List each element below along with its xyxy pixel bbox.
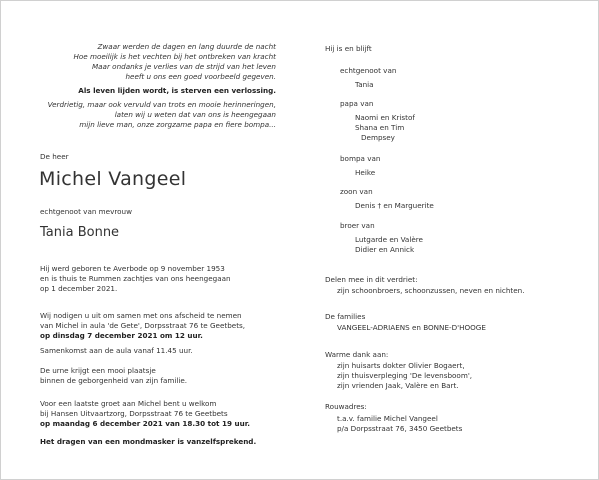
delen-text: zijn schoonbroers, schoonzussen, neven en nichten. <box>337 286 525 295</box>
families-text: VANGEEL-ADRIAENS en BONNE-D'HOOGE <box>337 323 486 332</box>
families-label: De families <box>325 312 366 321</box>
invitation <box>40 311 245 341</box>
delen-label: Delen mee in dit verdriet: <box>325 275 418 284</box>
papa-names <box>355 113 415 143</box>
text-line: Hij werd geboren te Averbode op 9 november 1953 <box>40 264 225 273</box>
birth-info <box>40 264 231 294</box>
poem-stanza-1 <box>73 42 276 82</box>
echtgenoot-names <box>355 80 374 90</box>
relative-name: Denis † en Marguerite <box>355 201 434 210</box>
echtgenoot-van-label: echtgenoot van <box>340 66 397 75</box>
text-line: t.a.v. familie Michel Vangeel <box>337 414 438 423</box>
relative-name: Shana en Tim <box>355 123 405 132</box>
poem-line: Hoe moeilijk is het vechten bij het ontbreken van kracht <box>73 52 276 61</box>
warme-dank-label: Warme dank aan: <box>325 350 389 359</box>
de-heer: De heer <box>40 152 69 161</box>
hij-is-en-blijft: Hij is en blijft <box>325 44 372 53</box>
deceased-name: Michel Vangeel <box>39 168 187 190</box>
relative-name: Dempsey <box>361 133 395 142</box>
bompa-van-label: bompa van <box>340 154 381 163</box>
text-line: zijn vrienden Jaak, Valère en Bart. <box>337 381 459 390</box>
text-line: p/a Dorpsstraat 76, 3450 Geetbets <box>337 424 463 433</box>
gathering-info: Samenkomst aan de aula vanaf 11.45 uur. <box>40 346 193 355</box>
papa-van-label: papa van <box>340 99 374 108</box>
relative-name: Tania <box>355 80 374 89</box>
visitation-info <box>40 399 250 429</box>
echtgenoot-label: echtgenoot van mevrouw <box>40 207 132 216</box>
poem-stanza-2 <box>48 100 276 130</box>
urn-info <box>40 366 187 386</box>
text-line: De urne krijgt een mooi plaatsje <box>40 366 156 375</box>
text-line: op 1 december 2021. <box>40 284 118 293</box>
text-line: zijn thuisverpleging 'De levensboom', <box>337 371 473 380</box>
relative-name: Didier en Annick <box>355 245 415 254</box>
poem-line: Maar ondanks je verlies van de strijd van het leven <box>91 62 276 71</box>
relative-name: Heike <box>355 168 376 177</box>
poem-line: heeft u ons een goed voorbeeld gegeven. <box>125 72 276 81</box>
bompa-names <box>355 168 375 178</box>
broer-van-label: broer van <box>340 221 375 230</box>
poem-line: mijn lieve man, onze zorgzame papa en fiere bompa... <box>79 120 276 129</box>
text-line: bij Hansen Uitvaartzorg, Dorpsstraat 76 te Geetbets <box>40 409 228 418</box>
mask-notice: Het dragen van een mondmasker is vanzelfsprekend. <box>40 437 257 446</box>
text-line: Voor een laatste groet aan Michel bent u welkom <box>40 399 217 408</box>
text-line: binnen de geborgenheid van zijn familie. <box>40 376 188 385</box>
zoon-names <box>355 201 434 211</box>
poem-line: Zwaar werden de dagen en lang duurde de nacht <box>97 42 276 51</box>
broer-names <box>355 235 423 255</box>
visitation-date: op maandag 6 december 2021 van 18.30 tot 19 uur. <box>40 419 250 428</box>
text-line: van Michel in aula 'de Gete', Dorpsstraat 76 te Geetbets, <box>40 321 246 330</box>
warme-dank-lines <box>337 361 472 391</box>
spouse-name: Tania Bonne <box>40 225 120 240</box>
text-line: zijn huisarts dokter Olivier Bogaert, <box>337 361 465 370</box>
text-line: en is thuis te Rummen zachtjes van ons heengegaan <box>40 274 231 283</box>
ceremony-date: op dinsdag 7 december 2021 om 12 uur. <box>40 331 203 340</box>
relative-name: Naomi en Kristof <box>355 113 415 122</box>
poem-bold-line: Als leven lijden wordt, is sterven een verlossing. <box>78 86 276 95</box>
poem-line: laten wij u weten dat van ons is heengegaan <box>114 110 276 119</box>
relative-name: Lutgarde en Valère <box>355 235 423 244</box>
text-line: Wij nodigen u uit om samen met ons afscheid te nemen <box>40 311 242 320</box>
zoon-van-label: zoon van <box>340 187 373 196</box>
rouwadres-lines <box>337 414 462 434</box>
rouwadres-label: Rouwadres: <box>325 402 367 411</box>
poem-line: Verdrietig, maar ook vervuld van trots en mooie herinneringen, <box>47 100 276 109</box>
